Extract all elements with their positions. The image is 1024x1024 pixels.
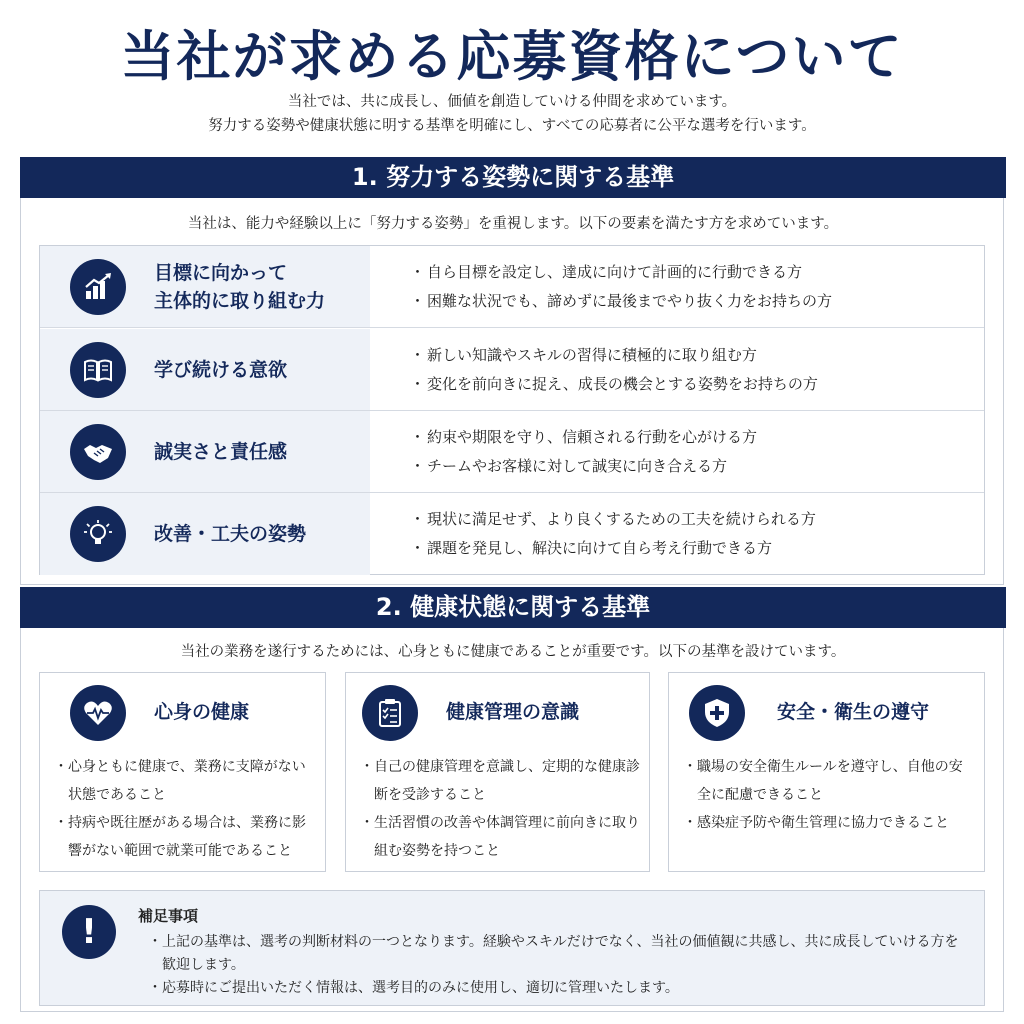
open-book-icon	[70, 342, 126, 398]
card-point: ・ 感染症予防や衛生管理に協力できること	[683, 809, 976, 837]
card-points	[54, 753, 317, 865]
section-description: 当社の業務を遂行するためには、心身ともに健康であることが重要です。以下の基準を設けています。	[180, 644, 846, 660]
criteria-points	[410, 411, 757, 492]
criteria-point: ・ 約束や期限を守り、信頼される行動を心がける方	[410, 423, 757, 452]
criteria-title: 改善・工夫の姿勢	[154, 523, 307, 545]
criteria-label-cell	[40, 329, 370, 410]
intro-text	[0, 90, 1024, 138]
growth-chart-icon	[70, 259, 126, 315]
criteria-point: ・ 自ら目標を設定し、達成に向けて計画的に行動できる方	[410, 258, 832, 287]
card-points	[360, 753, 641, 865]
card-point: ・ 持病や既往歴がある場合は、業務に影響がない範囲で就業可能であること	[54, 809, 317, 865]
card-point: ・ 生活習慣の改善や体調管理に前向きに取り組む姿勢を持つこと	[360, 809, 641, 865]
health-card	[345, 672, 650, 872]
criteria-points	[410, 329, 818, 410]
note-points	[148, 931, 968, 1000]
criteria-label-cell	[40, 493, 370, 575]
health-card	[668, 672, 985, 872]
criteria-points	[410, 246, 832, 327]
section-description: 当社は、能力や経験以上に「努力する姿勢」を重視します。以下の要素を満たす方を求めています。	[187, 216, 839, 232]
criteria-row	[40, 329, 984, 411]
card-points	[683, 753, 976, 837]
card-title: 心身の健康	[154, 701, 250, 723]
card-point: ・ 職場の安全衛生ルールを遵守し、自他の安全に配慮できること	[683, 753, 976, 809]
note-point: ・ 上記の基準は、選考の判断材料の一つとなります。経験やスキルだけでなく、当社の価値観に共感し、共に成長していける方を歓迎します。	[148, 931, 968, 977]
clipboard-checklist-icon	[362, 685, 418, 741]
criteria-row	[40, 493, 984, 575]
criteria-point: ・ 変化を前向きに捉え、成長の機会とする姿勢をお持ちの方	[410, 370, 818, 399]
criteria-point: ・ チームやお客様に対して誠実に向き合える方	[410, 452, 757, 481]
criteria-title-line: 目標に向かって	[154, 261, 288, 284]
lightbulb-icon	[70, 506, 126, 562]
handshake-icon	[70, 424, 126, 480]
criteria-point: ・ 現状に満足せず、より良くするための工夫を続けられる方	[410, 505, 816, 534]
criteria-title-line: 主体的に取り組む力	[154, 289, 326, 312]
criteria-label-cell	[40, 411, 370, 492]
page-title: 当社が求める応募資格について	[120, 24, 904, 88]
card-point: ・ 心身ともに健康で、業務に支障がない状態であること	[54, 753, 317, 809]
criteria-row	[40, 246, 984, 328]
health-card	[39, 672, 326, 872]
intro-line: 努力する姿勢や健康状態に明する基準を明確にし、すべての応募者に公平な選考を行います。	[208, 118, 816, 134]
criteria-title: 学び続ける意欲	[154, 358, 288, 381]
card-title: 安全・衛生の遵守	[777, 701, 930, 723]
criteria-table	[39, 245, 985, 575]
criteria-title	[154, 246, 325, 327]
criteria-label-cell	[40, 246, 370, 327]
criteria-row	[40, 411, 984, 493]
criteria-points	[410, 493, 816, 575]
heart-pulse-icon	[70, 685, 126, 741]
note-title: 補足事項	[138, 907, 199, 925]
intro-line: 当社では、共に成長し、価値を創造していける仲間を求めています。	[287, 94, 737, 110]
note-point: ・ 応募時にご提出いただく情報は、選考目的のみに使用し、適切に管理いたします。	[148, 977, 968, 1000]
criteria-point: ・ 新しい知識やスキルの習得に積極的に取り組む方	[410, 341, 818, 370]
supplementary-note	[39, 890, 985, 1006]
criteria-title: 誠実さと責任感	[154, 440, 288, 463]
card-point: ・ 自己の健康管理を意識し、定期的な健康診断を受診すること	[360, 753, 641, 809]
card-title: 健康管理の意識	[446, 701, 580, 723]
section-heading: 1. 努力する姿勢に関する基準	[20, 157, 1006, 198]
criteria-point: ・ 課題を発見し、解決に向けて自ら考え行動できる方	[410, 534, 816, 563]
criteria-point: ・ 困難な状況でも、諦めずに最後までやり抜く力をお持ちの方	[410, 287, 832, 316]
shield-cross-icon	[689, 685, 745, 741]
exclamation-icon: !	[62, 905, 116, 959]
section-heading: 2. 健康状態に関する基準	[20, 587, 1006, 628]
